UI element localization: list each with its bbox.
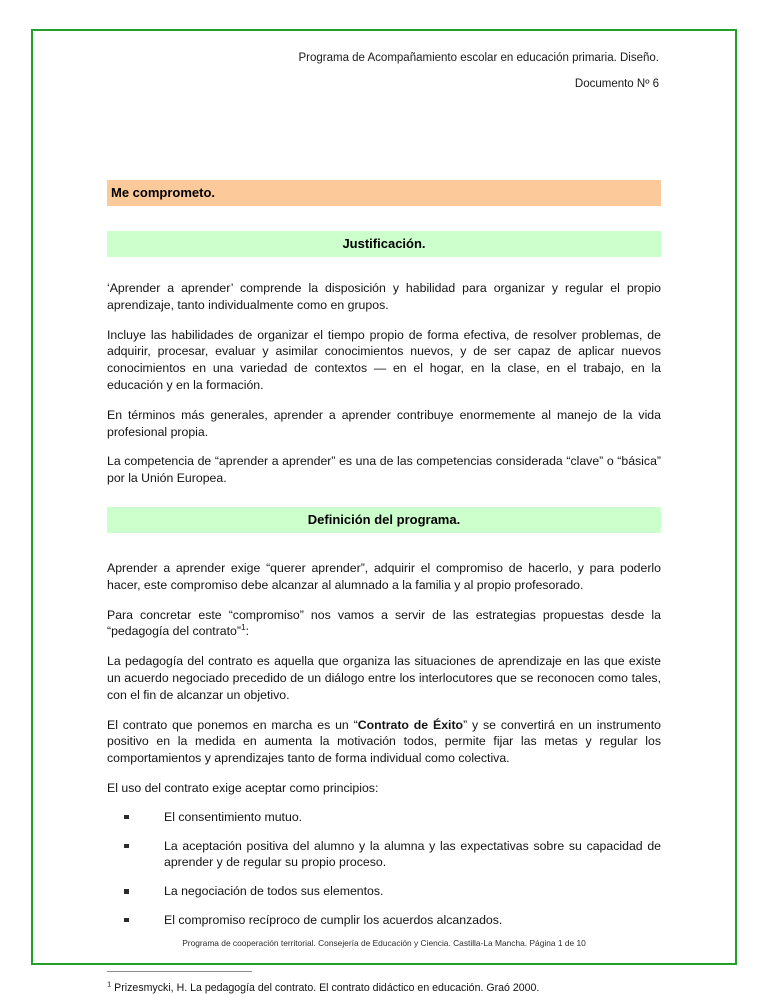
- paragraph-definicion-4-part1: El contrato que ponemos en marcha es un “: [107, 717, 358, 732]
- paragraph-definicion-1: Aprender a aprender exige “querer aprender”, adquirir el compromiso de hacerlo, y para poderlo hacer, este compromiso debe alcanzar al alumnado a la familia y al propio profesorado.: [107, 560, 661, 592]
- paragraph-definicion-2-text: Para concretar este “compromiso” nos vamos a servir de las estrategias propuestas desde la “pedagogía del contrato”: [107, 607, 661, 639]
- footnote-area: [107, 971, 661, 995]
- header-line-2: Documento Nº 6: [574, 78, 659, 90]
- square-bullet-icon: [124, 918, 129, 923]
- header-line-1: Programa de Acompañamiento escolar en educación primaria. Diseño.: [298, 52, 659, 64]
- paragraph-justificacion-3: En términos más generales, aprender a aprender contribuye enormemente al manejo de la vida profesional propia.: [107, 407, 661, 439]
- paragraph-definicion-4: [107, 717, 661, 767]
- paragraph-justificacion-2: Incluye las habilidades de organizar el tiempo propio de forma efectiva, de resolver problemas, de adquirir, procesar, evaluar y asimilar conocimientos nuevos, y de ser capaz de aplicar nuevos conocimientos en una variedad de contextos — en el hogar, en la clase, en el trabajo, en la educación y en la formación.: [107, 327, 661, 392]
- paragraph-definicion-2: [107, 607, 661, 641]
- list-item: [107, 883, 661, 900]
- footnote-reference-marker: 1: [241, 622, 246, 633]
- page-footer: Programa de cooperación territorial. Consejería de Educación y Ciencia. Castilla-La Mancha. Página 1 de 10: [182, 938, 586, 948]
- square-bullet-icon: [124, 815, 129, 820]
- list-item: [107, 809, 661, 826]
- list-item: [107, 838, 661, 872]
- list-item-label: La negociación de todos sus elementos.: [164, 884, 384, 899]
- list-item-label: La aceptación positiva del alumno y la alumna y las expectativas sobre su capacidad de aprender y de regular su propio proceso.: [164, 838, 661, 870]
- footnote-marker: 1: [107, 979, 112, 989]
- paragraph-definicion-2-tail: :: [245, 624, 250, 639]
- list-item-label: El consentimiento mutuo.: [164, 809, 303, 824]
- list-item: [107, 912, 661, 929]
- paragraph-justificacion-1: ‘Aprender a aprender’ comprende la disposición y habilidad para organizar y regular el propio aprendizaje, tanto individualmente como en grupos.: [107, 281, 661, 312]
- footnote-separator: [107, 971, 252, 972]
- principles-list: [107, 809, 661, 929]
- document-header: [107, 45, 661, 97]
- title-banner: Me comprometo.: [107, 180, 661, 206]
- paragraph-definicion-4-part2: ” y se convertirá en un instrumento positivo en la medida en aumenta la motivación todos, permite fijar las metas y regular los comportamientos y aprendizajes tanto de forma individual como colectiva.: [107, 717, 661, 766]
- square-bullet-icon: [124, 889, 129, 894]
- document-content: [107, 45, 661, 995]
- emphasis-contrato-de-exito: Contrato de Éxito: [357, 717, 464, 732]
- section-heading-definicion: Definición del programa.: [107, 507, 661, 533]
- footnote-text: [107, 981, 661, 995]
- paragraph-definicion-3: La pedagogía del contrato es aquella que organiza las situaciones de aprendizaje en las que existe un acuerdo negociado precedido de un diálogo entre los interlocutores que se reconocen como tales, con el fin de alcanzar un objetivo.: [107, 654, 661, 702]
- footnote-citation: Prizesmycki, H. La pedagogía del contrato. El contrato didáctico en educación. Graó 2000.: [111, 981, 540, 994]
- paragraph-justificacion-4: La competencia de “aprender a aprender” es una de las competencias considerada “clave” o “básica” por la Unión Europea.: [107, 454, 661, 486]
- square-bullet-icon: [124, 844, 129, 849]
- paragraph-definicion-5: El uso del contrato exige aceptar como principios:: [107, 780, 379, 795]
- section-heading-justificacion: Justificación.: [107, 231, 661, 257]
- list-item-label: El compromiso recíproco de cumplir los acuerdos alcanzados.: [164, 912, 503, 927]
